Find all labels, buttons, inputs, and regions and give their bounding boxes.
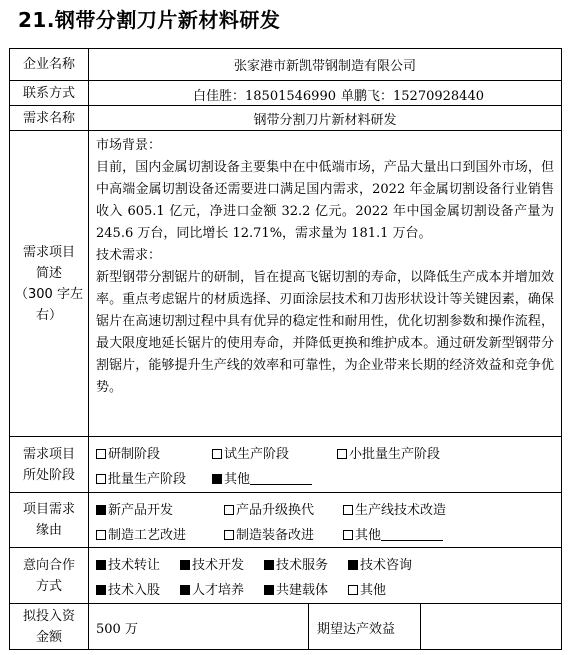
stage-option[interactable]: 试生产阶段 [212,443,289,462]
description-text [89,131,561,436]
demand-name-value: 钢带分割刀片新材料研发 [253,112,397,128]
checkbox-checked-icon[interactable] [212,474,222,484]
cooperation-option[interactable]: 技术服务 [264,554,328,573]
contact-row [10,81,561,105]
cooperation-option[interactable]: 技术转让 [96,554,160,573]
cooperation-option[interactable]: 共建载体 [264,579,328,598]
checkbox-icon[interactable] [96,449,106,459]
reason-option[interactable]: 新产品开发 [96,499,173,518]
description-label: 需求项目 简述 （300 字左 右） [10,131,89,436]
stage-option[interactable]: 小批量生产阶段 [337,443,440,462]
contact-label: 联系方式 [10,81,89,105]
cooperation-options [89,548,561,603]
checkbox-icon[interactable] [96,530,106,540]
document-title: 21.钢带分割刀片新材料研发 [18,8,281,32]
stage-row [10,437,561,492]
checkbox-checked-icon[interactable] [96,505,106,515]
investment-row [10,604,561,650]
checkbox-icon[interactable] [96,474,106,484]
investment-label: 拟投入资 金额 [10,604,89,650]
demand-name-row [10,106,561,130]
cooperation-option[interactable]: 人才培养 [180,579,244,598]
checkbox-icon[interactable] [343,505,353,515]
checkbox-checked-icon[interactable] [264,560,274,570]
contact-value [89,81,561,105]
other-blank[interactable] [250,472,312,485]
checkbox-icon[interactable] [343,530,353,540]
stage-options [89,437,561,492]
stage-option[interactable]: 批量生产阶段 [96,468,186,487]
benefit-label: 期望达产效益 [317,622,396,637]
checkbox-checked-icon[interactable] [96,585,106,595]
cooperation-option[interactable]: 其他 [348,579,386,598]
checkbox-icon[interactable] [348,585,358,595]
company-label: 企业名称 [10,49,89,80]
cooperation-option[interactable]: 技术咨询 [348,554,412,573]
contact-person-2: 单鹏飞：15270928440 [341,89,484,104]
reason-option[interactable]: 产品升级换代 [224,499,314,518]
demand-form [9,48,562,650]
reason-row [10,493,561,547]
checkbox-checked-icon[interactable] [348,560,358,570]
cooperation-option[interactable]: 技术入股 [96,579,160,598]
cooperation-row [10,548,561,603]
checkbox-checked-icon[interactable] [96,560,106,570]
checkbox-icon[interactable] [212,449,222,459]
cooperation-label: 意向合作 方式 [10,548,89,603]
market-heading: 市场背景： [96,138,162,153]
demand-name-label: 需求名称 [10,106,89,130]
reason-option[interactable]: 制造装备改进 [224,524,314,543]
stage-option-other[interactable]: 其他 [212,468,312,487]
other-blank[interactable] [381,528,443,541]
tech-heading: 技术需求： [96,248,162,263]
reason-option[interactable]: 生产线技术改造 [343,499,446,518]
investment-value: 500 万 [96,622,138,637]
reason-option[interactable]: 制造工艺改进 [96,524,186,543]
checkbox-icon[interactable] [337,449,347,459]
investment-cells [89,604,561,650]
checkbox-icon[interactable] [224,505,234,515]
company-value: 张家港市新凯带钢制造有限公司 [233,59,416,74]
checkbox-checked-icon[interactable] [264,585,274,595]
contact-person-1: 白佳胜：18501546990 [193,89,336,104]
cooperation-option[interactable]: 技术开发 [180,554,244,573]
tech-text: 新型钢带分割锯片的研制，旨在提高飞锯切割的寿命，以降低生产成本并增加效率。重点考虑锯片的材质选择、刃面涂层技术和刀齿形状设计等关键因素，确保锯片在高速切割过程中具有优异的稳定性和耐用性，优化切割参数和操作流程，最大限度地延长锯片的使用寿命，并降低更换和维护成本。通过研发新型钢带分割锯片，能够提升生产线的效率和可靠性，为企业带来长期的经济效益和竞争优势。 [96,270,554,395]
market-text: 目前，国内金属切割设备主要集中在中低端市场，产品大量出口到国外市场，但中高端金属切割设备还需要进口满足国内需求，2022 年金属切割设备行业销售收入 605.1 亿元，净进口金额 32.2 亿元。2022 年中国金属切割设备产量为 245.6 万台，同比增长 12.71%，需求量为 181.1 万台。 [96,160,554,241]
reason-option-other[interactable]: 其他 [343,524,443,543]
stage-option[interactable]: 研制阶段 [96,443,160,462]
description-row [10,131,561,436]
company-row [10,49,561,80]
checkbox-checked-icon[interactable] [180,560,190,570]
checkbox-icon[interactable] [224,530,234,540]
checkbox-checked-icon[interactable] [180,585,190,595]
reason-label: 项目需求 缘由 [10,493,89,547]
stage-label: 需求项目 所处阶段 [10,437,89,492]
reason-options [89,493,561,547]
